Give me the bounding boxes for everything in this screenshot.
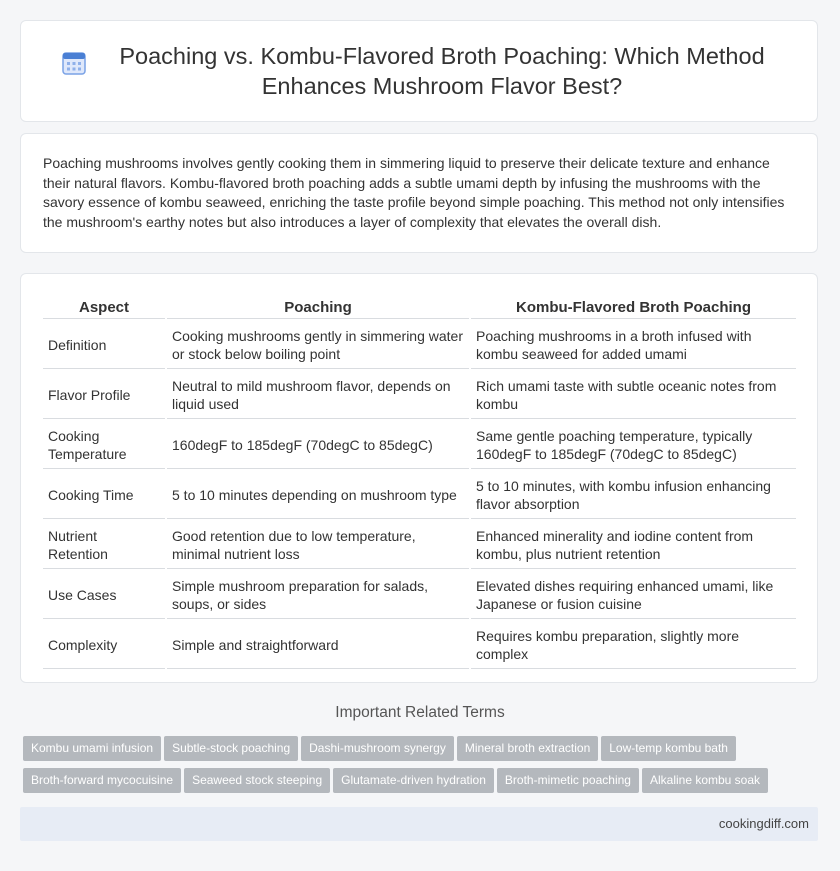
tag-mineral-broth-extraction[interactable]: Mineral broth extraction [457,736,598,761]
row-aspect: Nutrient Retention [43,521,165,569]
table-row [43,621,796,669]
comparison-table [41,294,798,671]
row-kombu: Rich umami taste with subtle oceanic notes from kombu [471,371,796,419]
row-poaching: Good retention due to low temperature, minimal nutrient loss [167,521,469,569]
row-aspect: Cooking Time [43,471,165,519]
table-row [43,321,796,369]
row-aspect: Cooking Temperature [43,421,165,469]
row-kombu: Requires kombu preparation, slightly more complex [471,621,796,669]
header-poaching: Poaching [167,296,469,319]
row-kombu: Enhanced minerality and iodine content from kombu, plus nutrient retention [471,521,796,569]
tag-alkaline-kombu-soak[interactable]: Alkaline kombu soak [642,768,768,793]
table-row [43,471,796,519]
row-aspect: Use Cases [43,571,165,619]
tag-kombu-umami-infusion[interactable]: Kombu umami infusion [23,736,161,761]
row-poaching: Simple mushroom preparation for salads, soups, or sides [167,571,469,619]
related-terms-title: Important Related Terms [335,704,505,721]
row-poaching: 160degF to 185degF (70degC to 85degC) [167,421,469,469]
row-aspect: Complexity [43,621,165,669]
row-poaching: Neutral to mild mushroom flavor, depends on liquid used [167,371,469,419]
tag-broth-forward-mycocuisine[interactable]: Broth-forward mycocuisine [23,768,181,793]
row-kombu: Elevated dishes requiring enhanced umami, like Japanese or fusion cuisine [471,571,796,619]
row-poaching: Simple and straightforward [167,621,469,669]
footer [20,807,818,841]
intro-card [20,133,818,253]
row-kombu: Same gentle poaching temperature, typically 160degF to 185degF (70degC to 85degC) [471,421,796,469]
related-tags [23,736,823,800]
page-title: Poaching vs. Kombu-Flavored Broth Poaching: Which Method Enhances Mushroom Flavor Best? [119,43,765,99]
table-row [43,521,796,569]
row-kombu: 5 to 10 minutes, with kombu infusion enhancing flavor absorption [471,471,796,519]
tag-subtle-stock-poaching[interactable]: Subtle-stock poaching [164,736,298,761]
row-poaching: Cooking mushrooms gently in simmering water or stock below boiling point [167,321,469,369]
header-aspect: Aspect [43,296,165,319]
calendar-icon [61,50,87,76]
tag-broth-mimetic-poaching[interactable]: Broth-mimetic poaching [497,768,639,793]
comparison-card [20,273,818,683]
tag-seaweed-stock-steeping[interactable]: Seaweed stock steeping [184,768,330,793]
table-header-row [43,296,796,319]
table-row [43,371,796,419]
title-card [20,20,818,122]
row-kombu: Poaching mushrooms in a broth infused with kombu seaweed for added umami [471,321,796,369]
header-kombu: Kombu-Flavored Broth Poaching [471,296,796,319]
row-poaching: 5 to 10 minutes depending on mushroom type [167,471,469,519]
table-row [43,571,796,619]
row-aspect: Definition [43,321,165,369]
tag-glutamate-driven-hydration[interactable]: Glutamate-driven hydration [333,768,494,793]
tag-low-temp-kombu-bath[interactable]: Low-temp kombu bath [601,736,736,761]
intro-paragraph: Poaching mushrooms involves gently cooking them in simmering liquid to preserve their delicate texture and enhance their natural flavors. Kombu-flavored broth poaching adds a subtle umami depth by infusing the mushrooms with the savory essence of kombu seaweed, enriching the taste profile beyond simple poaching. This method not only intensifies the mushroom's earthy notes but also introduces a layer of complexity that elevates the overall dish. [43,155,785,230]
row-aspect: Flavor Profile [43,371,165,419]
title-wrap [21,21,817,121]
footer-site-link[interactable]: cookingdiff.com [718,816,809,831]
tag-dashi-mushroom-synergy[interactable]: Dashi-mushroom synergy [301,736,454,761]
table-row [43,421,796,469]
